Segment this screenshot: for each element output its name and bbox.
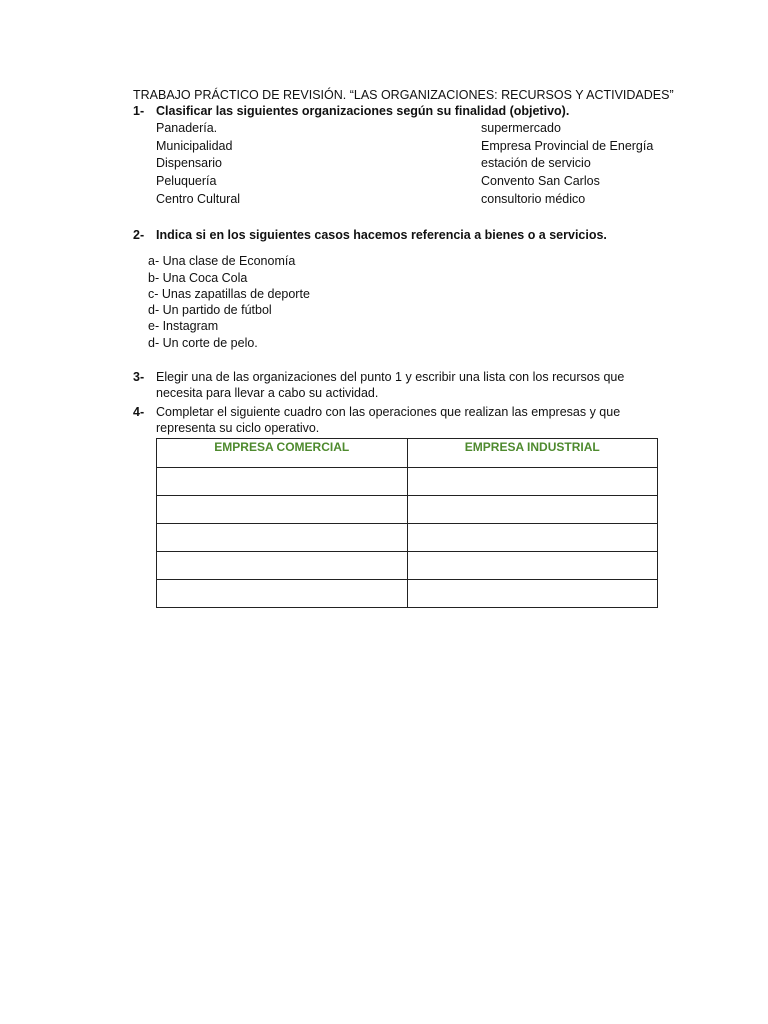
q4-line-2: representa su ciclo operativo. xyxy=(156,421,320,435)
q2-prompt: Indica si en los siguientes casos hacemos referencia a bienes o a servicios. xyxy=(156,228,607,242)
q1-left-item: Peluquería xyxy=(156,174,217,188)
table-row xyxy=(157,524,658,552)
q3-line-2: necesita para llevar a cabo su actividad. xyxy=(156,386,379,400)
table-row xyxy=(157,580,658,608)
q2-number: 2- xyxy=(133,228,145,242)
q2-item: a- Una clase de Economía xyxy=(148,254,296,268)
q2-item: e- Instagram xyxy=(148,319,219,333)
table-row xyxy=(157,552,658,580)
q3-line-1: Elegir una de las organizaciones del punto 1 y escribir una lista con los recursos que xyxy=(156,370,625,384)
q4-number: 4- xyxy=(133,405,145,419)
operations-table xyxy=(156,438,658,608)
q1-number: 1- xyxy=(133,104,145,118)
q2-item: b- Una Coca Cola xyxy=(148,271,248,285)
q1-right-item: Convento San Carlos xyxy=(481,174,600,188)
table-cell[interactable] xyxy=(157,496,408,524)
table-cell[interactable] xyxy=(157,524,408,552)
q1-left-item: Centro Cultural xyxy=(156,192,241,206)
q2-item: d- Un corte de pelo. xyxy=(148,336,258,350)
table-cell[interactable] xyxy=(157,552,408,580)
q2-item: c- Unas zapatillas de deporte xyxy=(148,287,310,301)
table-cell[interactable] xyxy=(157,468,408,496)
table-row xyxy=(157,468,658,496)
table-cell[interactable] xyxy=(407,580,658,608)
q3-number: 3- xyxy=(133,370,145,384)
table-cell[interactable] xyxy=(407,468,658,496)
q1-left-item: Municipalidad xyxy=(156,139,233,153)
document-title: TRABAJO PRÁCTICO DE REVISIÓN. “LAS ORGANIZACIONES: RECURSOS Y ACTIVIDADES” xyxy=(133,88,674,102)
q1-right-item: supermercado xyxy=(481,121,561,135)
q2-item: d- Un partido de fútbol xyxy=(148,303,272,317)
table-cell[interactable] xyxy=(407,496,658,524)
q1-right-item: estación de servicio xyxy=(481,156,591,170)
q1-right-item: consultorio médico xyxy=(481,192,586,206)
q4-line-1: Completar el siguiente cuadro con las operaciones que realizan las empresas y que xyxy=(156,405,621,419)
table-cell[interactable] xyxy=(407,552,658,580)
table-cell[interactable] xyxy=(157,580,408,608)
q1-prompt: Clasificar las siguientes organizaciones según su finalidad (objetivo). xyxy=(156,104,570,118)
q1-left-item: Dispensario xyxy=(156,156,223,170)
table-cell[interactable] xyxy=(407,524,658,552)
q1-right-item: Empresa Provincial de Energía xyxy=(481,139,654,153)
q1-left-item: Panadería. xyxy=(156,121,218,135)
table-header-row xyxy=(157,439,658,468)
table-row xyxy=(157,496,658,524)
column-header-comercial: EMPRESA COMERCIAL xyxy=(157,439,408,468)
column-header-industrial: EMPRESA INDUSTRIAL xyxy=(407,439,658,468)
